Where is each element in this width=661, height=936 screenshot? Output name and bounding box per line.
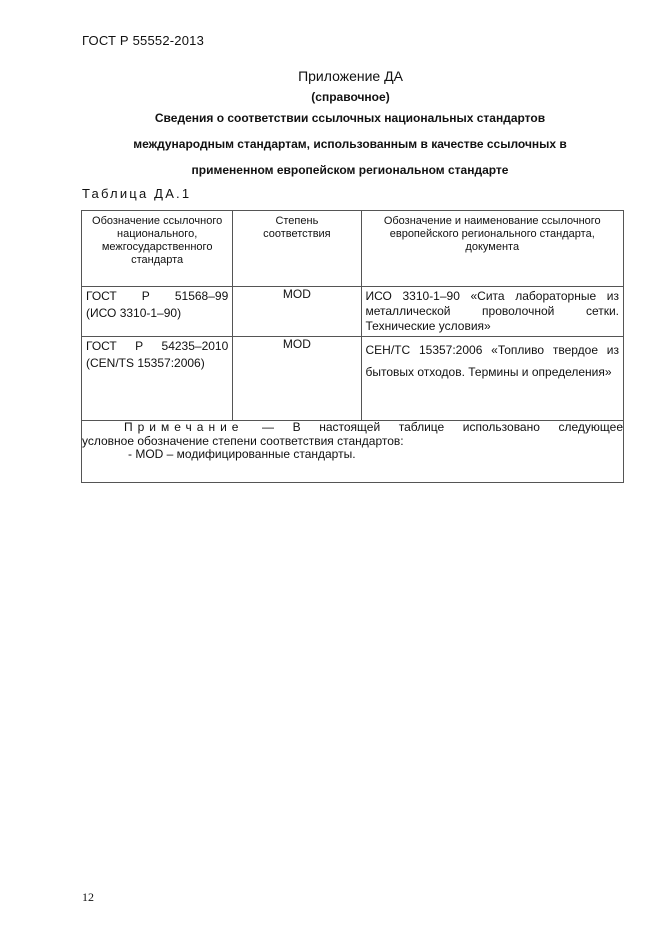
table-row — [82, 337, 624, 421]
degree-value: MOD — [282, 337, 311, 351]
document-code: ГОСТ Р 55552-2013 — [82, 33, 205, 48]
page-number: 12 — [82, 890, 94, 904]
standards-table — [81, 210, 624, 483]
cell-national-standard — [82, 337, 233, 421]
note-text: — В настоящей таблице использовано следующее — [243, 420, 623, 434]
regional-standard-text: ИСО 3310-1–90 «Сита лабораторные из металлической проволочной сетки. Технические условия» — [365, 289, 619, 333]
appendix-heading-line: примененном европейском региональном стандарте — [191, 163, 509, 177]
cell-national-standard — [82, 287, 233, 337]
table-header-row — [82, 211, 624, 287]
table-note-row — [82, 421, 624, 483]
degree-value: MOD — [282, 287, 311, 301]
table-row — [82, 287, 624, 337]
cell-degree — [233, 337, 361, 421]
table-note — [82, 421, 624, 483]
national-standard-code: ГОСТ Р 51568–99 — [86, 289, 229, 303]
appendix-title: Приложение ДА — [298, 68, 403, 84]
note-list-item: - MOD – модифицированные стандарты. — [128, 447, 356, 461]
cell-regional-standard — [361, 337, 624, 421]
note-label: Примечание — [124, 420, 244, 434]
appendix-heading-line: Сведения о соответствии ссылочных национальных стандартов — [154, 111, 546, 125]
regional-standard-text: СЕН/ТС 15357:2006 «Топливо твердое из бытовых отходов. Термины и определения» — [365, 343, 619, 379]
note-first-line — [82, 421, 623, 435]
national-standard-code: ГОСТ Р 54235–2010 — [86, 339, 229, 353]
appendix-subtitle: (справочное) — [311, 90, 390, 104]
table-caption: Таблица ДА.1 — [82, 186, 192, 201]
note-second-line: условное обозначение степени соответствия стандартов: — [82, 433, 404, 448]
cell-degree — [233, 287, 361, 337]
international-equivalent: (CEN/TS 15357:2006) — [86, 356, 205, 370]
header-degree: Степень соответствия — [233, 211, 361, 287]
cell-regional-standard — [361, 287, 624, 337]
header-national-standard: Обозначение ссылочного национального, межгосударственного стандарта — [82, 211, 233, 287]
appendix-heading — [100, 105, 600, 183]
appendix-heading-line: международным стандартам, использованным в качестве ссылочных в — [133, 137, 567, 151]
header-regional-standard: Обозначение и наименование ссылочного европейского регионального стандарта, документа — [361, 211, 624, 287]
international-equivalent: (ИСО 3310-1–90) — [86, 306, 182, 320]
